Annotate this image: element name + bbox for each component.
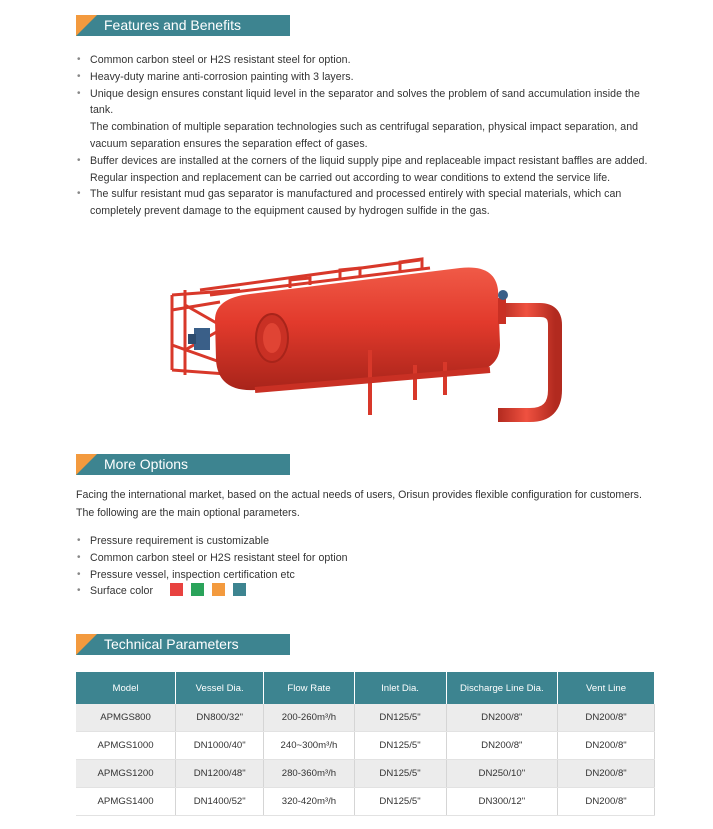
- cell-vent-line: DN200/8": [558, 704, 655, 732]
- list-item: • Common carbon steel or H2S resistant steel for option.: [76, 52, 656, 69]
- cell-vessel-dia: DN800/32": [176, 704, 264, 732]
- features-header: [76, 15, 290, 36]
- color-swatch-green: [191, 583, 204, 596]
- cell-vent-line: DN200/8": [558, 788, 655, 816]
- list-item: • Pressure requirement is customizable: [76, 533, 476, 550]
- cell-inlet-dia: DN125/5": [354, 732, 446, 760]
- technical-header: [76, 634, 290, 655]
- column-header-vessel-dia: Vessel Dia.: [176, 672, 264, 704]
- technical-title: Technical Parameters: [104, 636, 239, 652]
- list-item: • Unique design ensures constant liquid level in the separator and solves the problem of sand accumulation inside the tank.: [76, 86, 656, 120]
- cell-inlet-dia: DN125/5": [354, 788, 446, 816]
- table-row: [76, 760, 655, 788]
- cell-flow-rate: 200-260m³/h: [264, 704, 354, 732]
- cell-model: APMGS1200: [76, 760, 176, 788]
- column-header-vent-line: Vent Line: [558, 672, 655, 704]
- column-header-discharge-line-dia: Discharge Line Dia.: [446, 672, 558, 704]
- cell-vent-line: DN200/8": [558, 760, 655, 788]
- list-item: • Heavy-duty marine anti-corrosion painting with 3 layers.: [76, 69, 656, 86]
- cell-flow-rate: 280-360m³/h: [264, 760, 354, 788]
- features-title: Features and Benefits: [104, 17, 241, 33]
- cell-inlet-dia: DN125/5": [354, 704, 446, 732]
- cell-discharge-line-dia: DN200/8": [446, 704, 558, 732]
- cell-vent-line: DN200/8": [558, 732, 655, 760]
- cell-discharge-line-dia: DN250/10": [446, 760, 558, 788]
- list-item: The combination of multiple separation technologies such as centrifugal separation, physical impact separation, and vacuum separation ensures the separation effect of gases.: [90, 121, 639, 150]
- options-header: [76, 454, 290, 475]
- cell-flow-rate: 320-420m³/h: [264, 788, 354, 816]
- table-header-row: [76, 672, 655, 704]
- options-list: [76, 533, 476, 600]
- technical-parameters-table: [76, 672, 655, 816]
- column-header-flow-rate: Flow Rate: [264, 672, 354, 704]
- cell-vessel-dia: DN1000/40": [176, 732, 264, 760]
- options-title: More Options: [104, 456, 189, 472]
- cell-model: APMGS1000: [76, 732, 176, 760]
- color-swatch-orange: [212, 583, 225, 596]
- cell-vessel-dia: DN1200/48": [176, 760, 264, 788]
- list-item: • Buffer devices are installed at the corners of the liquid supply pipe and replaceable impact resistant baffles are added. Regular inspection and replacement can be carried out according to wear conditions to extend the service life.: [76, 153, 656, 187]
- cell-inlet-dia: DN125/5": [354, 760, 446, 788]
- cell-discharge-line-dia: DN200/8": [446, 732, 558, 760]
- table-row: [76, 788, 655, 816]
- table-row: [76, 704, 655, 732]
- cell-model: APMGS800: [76, 704, 176, 732]
- list-item: • Common carbon steel or H2S resistant steel for option: [76, 550, 476, 567]
- list-item: • The sulfur resistant mud gas separator is manufactured and processed entirely with special materials, which can completely prevent damage to the equipment caused by hydrogen sulfide in the gas.: [76, 186, 656, 220]
- column-header-model: Model: [76, 672, 176, 704]
- cell-flow-rate: 240~300m³/h: [264, 732, 354, 760]
- list-item: • Pressure vessel, inspection certification etc: [76, 567, 476, 584]
- features-list: [76, 52, 656, 220]
- cell-vessel-dia: DN1400/52": [176, 788, 264, 816]
- color-swatch-teal: [233, 583, 246, 596]
- list-item: [76, 583, 476, 600]
- table-row: [76, 732, 655, 760]
- separator-product-image: [160, 250, 570, 430]
- cell-discharge-line-dia: DN300/12": [446, 788, 558, 816]
- cell-model: APMGS1400: [76, 788, 176, 816]
- surface-color-label: Surface color: [90, 585, 154, 598]
- color-swatch-red: [170, 583, 183, 596]
- column-header-inlet-dia: Inlet Dia.: [354, 672, 446, 704]
- options-intro: Facing the international market, based on the actual needs of users, Orisun provides flexible configuration for customers. The following are the main optional parameters.: [76, 489, 642, 519]
